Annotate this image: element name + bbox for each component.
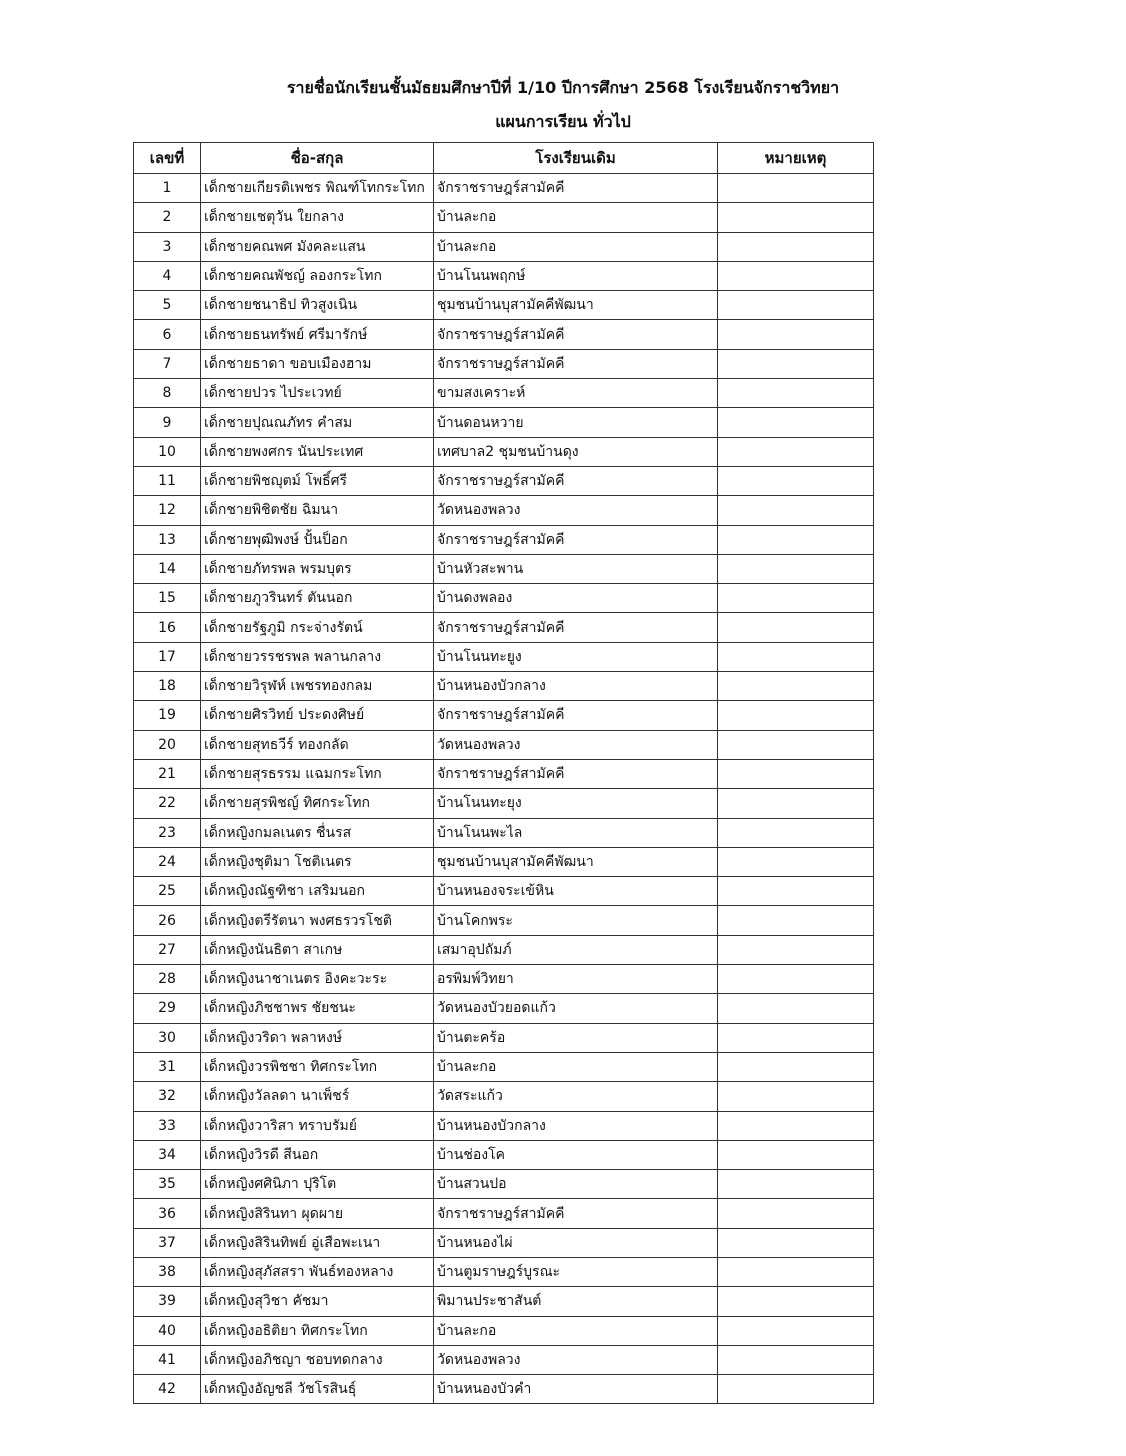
column-header-number: เลขที่: [134, 143, 201, 174]
cell-school: วัดหนองพลวง: [434, 730, 718, 759]
cell-note: [718, 408, 874, 437]
cell-school: เสมาอุปถัมภ์: [434, 935, 718, 964]
cell-school: บ้านหนองบัวกลาง: [434, 1111, 718, 1140]
cell-name: เด็กหญิงตรีรัตนา พงศธรวรโชติ: [201, 906, 434, 935]
cell-number: 24: [134, 847, 201, 876]
cell-note: [718, 1287, 874, 1316]
cell-name: เด็กหญิงวาริสา ทราบรัมย์: [201, 1111, 434, 1140]
cell-note: [718, 935, 874, 964]
cell-note: [718, 1111, 874, 1140]
cell-note: [718, 1052, 874, 1081]
table-row: [134, 1228, 874, 1257]
cell-school: จักราชราษฎร์สามัคคี: [434, 320, 718, 349]
cell-name: เด็กหญิงนันธิตา สาเกษ: [201, 935, 434, 964]
cell-school: ขามสงเคราะห์: [434, 379, 718, 408]
cell-name: เด็กชายวิรุฬห์ เพชรทองกลม: [201, 672, 434, 701]
cell-note: [718, 759, 874, 788]
cell-school: บ้านช่องโค: [434, 1140, 718, 1169]
cell-school: ชุมชนบ้านบุสามัคคีพัฒนา: [434, 291, 718, 320]
cell-number: 36: [134, 1199, 201, 1228]
cell-number: 16: [134, 613, 201, 642]
cell-school: บ้านโนนทะยุง: [434, 789, 718, 818]
cell-name: เด็กชายคณพัชญ์ ลองกระโทก: [201, 261, 434, 290]
table-row: [134, 1316, 874, 1345]
cell-note: [718, 1345, 874, 1374]
column-header-school: โรงเรียนเดิม: [434, 143, 718, 174]
table-row: [134, 818, 874, 847]
table-row: [134, 613, 874, 642]
cell-note: [718, 847, 874, 876]
cell-school: จักราชราษฎร์สามัคคี: [434, 174, 718, 203]
table-row: [134, 584, 874, 613]
cell-name: เด็กหญิงณัฐฑิชา เสริมนอก: [201, 877, 434, 906]
cell-note: [718, 672, 874, 701]
cell-name: เด็กหญิงวัลลดา นาเพ็ชร์: [201, 1082, 434, 1111]
table-row: [134, 701, 874, 730]
table-row: [134, 1023, 874, 1052]
cell-number: 19: [134, 701, 201, 730]
table-row: [134, 877, 874, 906]
cell-note: [718, 320, 874, 349]
table-row: [134, 847, 874, 876]
cell-number: 31: [134, 1052, 201, 1081]
cell-school: เทศบาล2 ชุมชนบ้านดุง: [434, 437, 718, 466]
cell-note: [718, 965, 874, 994]
cell-name: เด็กหญิงภิชชาพร ชัยชนะ: [201, 994, 434, 1023]
cell-name: เด็กชายพงศกร นันประเทศ: [201, 437, 434, 466]
cell-note: [718, 437, 874, 466]
cell-note: [718, 1199, 874, 1228]
cell-note: [718, 818, 874, 847]
cell-name: เด็กหญิงสิรินทา ผุดผาย: [201, 1199, 434, 1228]
cell-note: [718, 994, 874, 1023]
cell-note: [718, 906, 874, 935]
cell-number: 8: [134, 379, 201, 408]
table-row: [134, 1287, 874, 1316]
cell-school: บ้านหนองจระเข้หิน: [434, 877, 718, 906]
cell-number: 32: [134, 1082, 201, 1111]
cell-name: เด็กชายปุณณภัทร คำสม: [201, 408, 434, 437]
cell-number: 30: [134, 1023, 201, 1052]
cell-school: อรพิมพ์วิทยา: [434, 965, 718, 994]
table-row: [134, 174, 874, 203]
table-row: [134, 935, 874, 964]
cell-name: เด็กหญิงอธิติยา ทิศกระโทก: [201, 1316, 434, 1345]
cell-number: 35: [134, 1170, 201, 1199]
cell-name: เด็กชายพิชญุตม์ โพธิ์ศรี: [201, 466, 434, 495]
cell-school: บ้านดงพลอง: [434, 584, 718, 613]
cell-school: บ้านหนองไผ่: [434, 1228, 718, 1257]
cell-number: 4: [134, 261, 201, 290]
cell-note: [718, 379, 874, 408]
cell-name: เด็กชายเชตุวัน ใยกลาง: [201, 203, 434, 232]
cell-school: บ้านหนองบัวคำ: [434, 1375, 718, 1404]
table-row: [134, 1052, 874, 1081]
cell-name: เด็กหญิงวิรดี สีนอก: [201, 1140, 434, 1169]
cell-school: จักราชราษฎร์สามัคคี: [434, 525, 718, 554]
cell-name: เด็กหญิงสุภัสสรา พันธ์ทองหลาง: [201, 1257, 434, 1286]
cell-number: 14: [134, 554, 201, 583]
cell-number: 26: [134, 906, 201, 935]
page-title: รายชื่อนักเรียนชั้นมัธยมศึกษาปีที่ 1/10 ปีการศึกษา 2568 โรงเรียนจักราชวิทยา: [286, 78, 840, 97]
table-row: [134, 672, 874, 701]
table-row: [134, 1140, 874, 1169]
cell-number: 6: [134, 320, 201, 349]
cell-number: 40: [134, 1316, 201, 1345]
cell-school: บ้านสวนปอ: [434, 1170, 718, 1199]
cell-number: 21: [134, 759, 201, 788]
cell-school: บ้านตูมราษฎร์บูรณะ: [434, 1257, 718, 1286]
table-row: [134, 1199, 874, 1228]
cell-note: [718, 1375, 874, 1404]
cell-number: 9: [134, 408, 201, 437]
cell-school: บ้านโนนทะยูง: [434, 642, 718, 671]
cell-note: [718, 174, 874, 203]
cell-note: [718, 291, 874, 320]
cell-name: เด็กชายเกียรติเพชร พิณฑ์โทกระโทก: [201, 174, 434, 203]
cell-school: จักราชราษฎร์สามัคคี: [434, 759, 718, 788]
cell-number: 39: [134, 1287, 201, 1316]
table-row: [134, 759, 874, 788]
table-row: [134, 1375, 874, 1404]
cell-school: บ้านหัวสะพาน: [434, 554, 718, 583]
table-row: [134, 730, 874, 759]
cell-number: 12: [134, 496, 201, 525]
cell-school: พิมานประชาสันต์: [434, 1287, 718, 1316]
table-row: [134, 1170, 874, 1199]
cell-note: [718, 1082, 874, 1111]
cell-school: บ้านละกอ: [434, 1052, 718, 1081]
column-header-name: ชื่อ-สกุล: [201, 143, 434, 174]
table-row: [134, 379, 874, 408]
table-row: [134, 203, 874, 232]
table-header-row: [134, 143, 874, 174]
cell-note: [718, 525, 874, 554]
cell-number: 2: [134, 203, 201, 232]
cell-name: เด็กชายวรรชรพล พลานกลาง: [201, 642, 434, 671]
table-row: [134, 1257, 874, 1286]
table-row: [134, 1082, 874, 1111]
cell-note: [718, 1170, 874, 1199]
cell-school: วัดสระแก้ว: [434, 1082, 718, 1111]
cell-number: 11: [134, 466, 201, 495]
page-subtitle: แผนการเรียน ทั่วไป: [495, 112, 631, 131]
cell-school: บ้านดอนหวาย: [434, 408, 718, 437]
table-row: [134, 466, 874, 495]
cell-name: เด็กชายสุทธวีร์ ทองกลัด: [201, 730, 434, 759]
cell-note: [718, 701, 874, 730]
cell-name: เด็กชายสุรธรรม แฉมกระโทก: [201, 759, 434, 788]
table-row: [134, 437, 874, 466]
cell-number: 41: [134, 1345, 201, 1374]
cell-school: ชุมชนบ้านบุสามัคคีพัฒนา: [434, 847, 718, 876]
cell-school: บ้านหนองบัวกลาง: [434, 672, 718, 701]
cell-number: 20: [134, 730, 201, 759]
cell-name: เด็กชายปวร ไประเวทย์: [201, 379, 434, 408]
cell-name: เด็กหญิงศศินิภา ปุริโต: [201, 1170, 434, 1199]
cell-name: เด็กหญิงสิรินทิพย์ อู่เสือพะเนา: [201, 1228, 434, 1257]
cell-note: [718, 496, 874, 525]
cell-name: เด็กชายธาดา ขอบเมืองฮาม: [201, 349, 434, 378]
cell-number: 17: [134, 642, 201, 671]
cell-note: [718, 1257, 874, 1286]
cell-note: [718, 1316, 874, 1345]
table-row: [134, 994, 874, 1023]
cell-name: เด็กชายชนาธิป ทิวสูงเนิน: [201, 291, 434, 320]
cell-note: [718, 261, 874, 290]
cell-number: 23: [134, 818, 201, 847]
cell-number: 25: [134, 877, 201, 906]
cell-note: [718, 877, 874, 906]
column-header-note: หมายเหตุ: [718, 143, 874, 174]
table-row: [134, 1345, 874, 1374]
cell-number: 7: [134, 349, 201, 378]
cell-note: [718, 1023, 874, 1052]
table-row: [134, 1111, 874, 1140]
cell-name: เด็กหญิงชุติมา โชติเนตร: [201, 847, 434, 876]
cell-school: จักราชราษฎร์สามัคคี: [434, 701, 718, 730]
student-table: [133, 142, 874, 1404]
cell-name: เด็กชายพิชิตชัย ฉิมนา: [201, 496, 434, 525]
cell-school: จักราชราษฎร์สามัคคี: [434, 1199, 718, 1228]
table-row: [134, 320, 874, 349]
table-row: [134, 554, 874, 583]
cell-school: บ้านตะคร้อ: [434, 1023, 718, 1052]
table-row: [134, 349, 874, 378]
table-row: [134, 642, 874, 671]
cell-number: 42: [134, 1375, 201, 1404]
cell-note: [718, 1140, 874, 1169]
table-row: [134, 525, 874, 554]
cell-number: 5: [134, 291, 201, 320]
cell-note: [718, 203, 874, 232]
cell-number: 37: [134, 1228, 201, 1257]
cell-note: [718, 642, 874, 671]
cell-name: เด็กหญิงวริดา พลาหงษ์: [201, 1023, 434, 1052]
cell-name: เด็กชายคณพศ มังคละแสน: [201, 232, 434, 261]
cell-name: เด็กชายรัฐภูมิ กระจ่างรัตน์: [201, 613, 434, 642]
cell-school: วัดหนองบัวยอดแก้ว: [434, 994, 718, 1023]
table-body: [134, 174, 874, 1404]
cell-note: [718, 554, 874, 583]
cell-number: 22: [134, 789, 201, 818]
cell-school: บ้านโนนพะไล: [434, 818, 718, 847]
cell-number: 29: [134, 994, 201, 1023]
cell-note: [718, 584, 874, 613]
cell-note: [718, 232, 874, 261]
cell-name: เด็กชายธนทรัพย์ ศรีมารักษ์: [201, 320, 434, 349]
cell-number: 1: [134, 174, 201, 203]
cell-number: 34: [134, 1140, 201, 1169]
cell-number: 13: [134, 525, 201, 554]
cell-name: เด็กชายศิรวิทย์ ประดงศิษย์: [201, 701, 434, 730]
table-row: [134, 965, 874, 994]
cell-note: [718, 1228, 874, 1257]
cell-school: บ้านละกอ: [434, 232, 718, 261]
cell-school: วัดหนองพลวง: [434, 496, 718, 525]
cell-school: บ้านโคกพระ: [434, 906, 718, 935]
cell-number: 28: [134, 965, 201, 994]
cell-school: บ้านละกอ: [434, 1316, 718, 1345]
cell-number: 33: [134, 1111, 201, 1140]
cell-name: เด็กชายภัทรพล พรมบุตร: [201, 554, 434, 583]
cell-note: [718, 466, 874, 495]
table-row: [134, 232, 874, 261]
cell-number: 27: [134, 935, 201, 964]
cell-school: จักราชราษฎร์สามัคคี: [434, 466, 718, 495]
table-row: [134, 906, 874, 935]
table-row: [134, 291, 874, 320]
cell-name: เด็กหญิงนาชาเนตร อิงคะวะระ: [201, 965, 434, 994]
cell-note: [718, 349, 874, 378]
table-row: [134, 408, 874, 437]
cell-school: วัดหนองพลวง: [434, 1345, 718, 1374]
cell-name: เด็กหญิงสุวิชา คัชมา: [201, 1287, 434, 1316]
table-row: [134, 261, 874, 290]
cell-name: เด็กหญิงอภิชญา ชอบทดกลาง: [201, 1345, 434, 1374]
cell-name: เด็กหญิงวรพิชชา ทิศกระโทก: [201, 1052, 434, 1081]
cell-note: [718, 730, 874, 759]
cell-name: เด็กหญิงกมลเนตร ชื่นรส: [201, 818, 434, 847]
cell-name: เด็กชายพุฒิพงษ์ ปั้นป็อก: [201, 525, 434, 554]
cell-note: [718, 613, 874, 642]
cell-school: บ้านโนนพฤกษ์: [434, 261, 718, 290]
cell-school: จักราชราษฎร์สามัคคี: [434, 613, 718, 642]
cell-number: 15: [134, 584, 201, 613]
cell-school: บ้านละกอ: [434, 203, 718, 232]
table-row: [134, 789, 874, 818]
cell-number: 38: [134, 1257, 201, 1286]
cell-name: เด็กชายสุรพิชญ์ ทิศกระโทก: [201, 789, 434, 818]
cell-school: จักราชราษฎร์สามัคคี: [434, 349, 718, 378]
cell-note: [718, 789, 874, 818]
cell-number: 3: [134, 232, 201, 261]
table-row: [134, 496, 874, 525]
cell-name: เด็กชายภูวรินทร์ ตันนอก: [201, 584, 434, 613]
cell-number: 10: [134, 437, 201, 466]
cell-number: 18: [134, 672, 201, 701]
cell-name: เด็กหญิงอัญชลี วัชโรสินธุ์: [201, 1375, 434, 1404]
